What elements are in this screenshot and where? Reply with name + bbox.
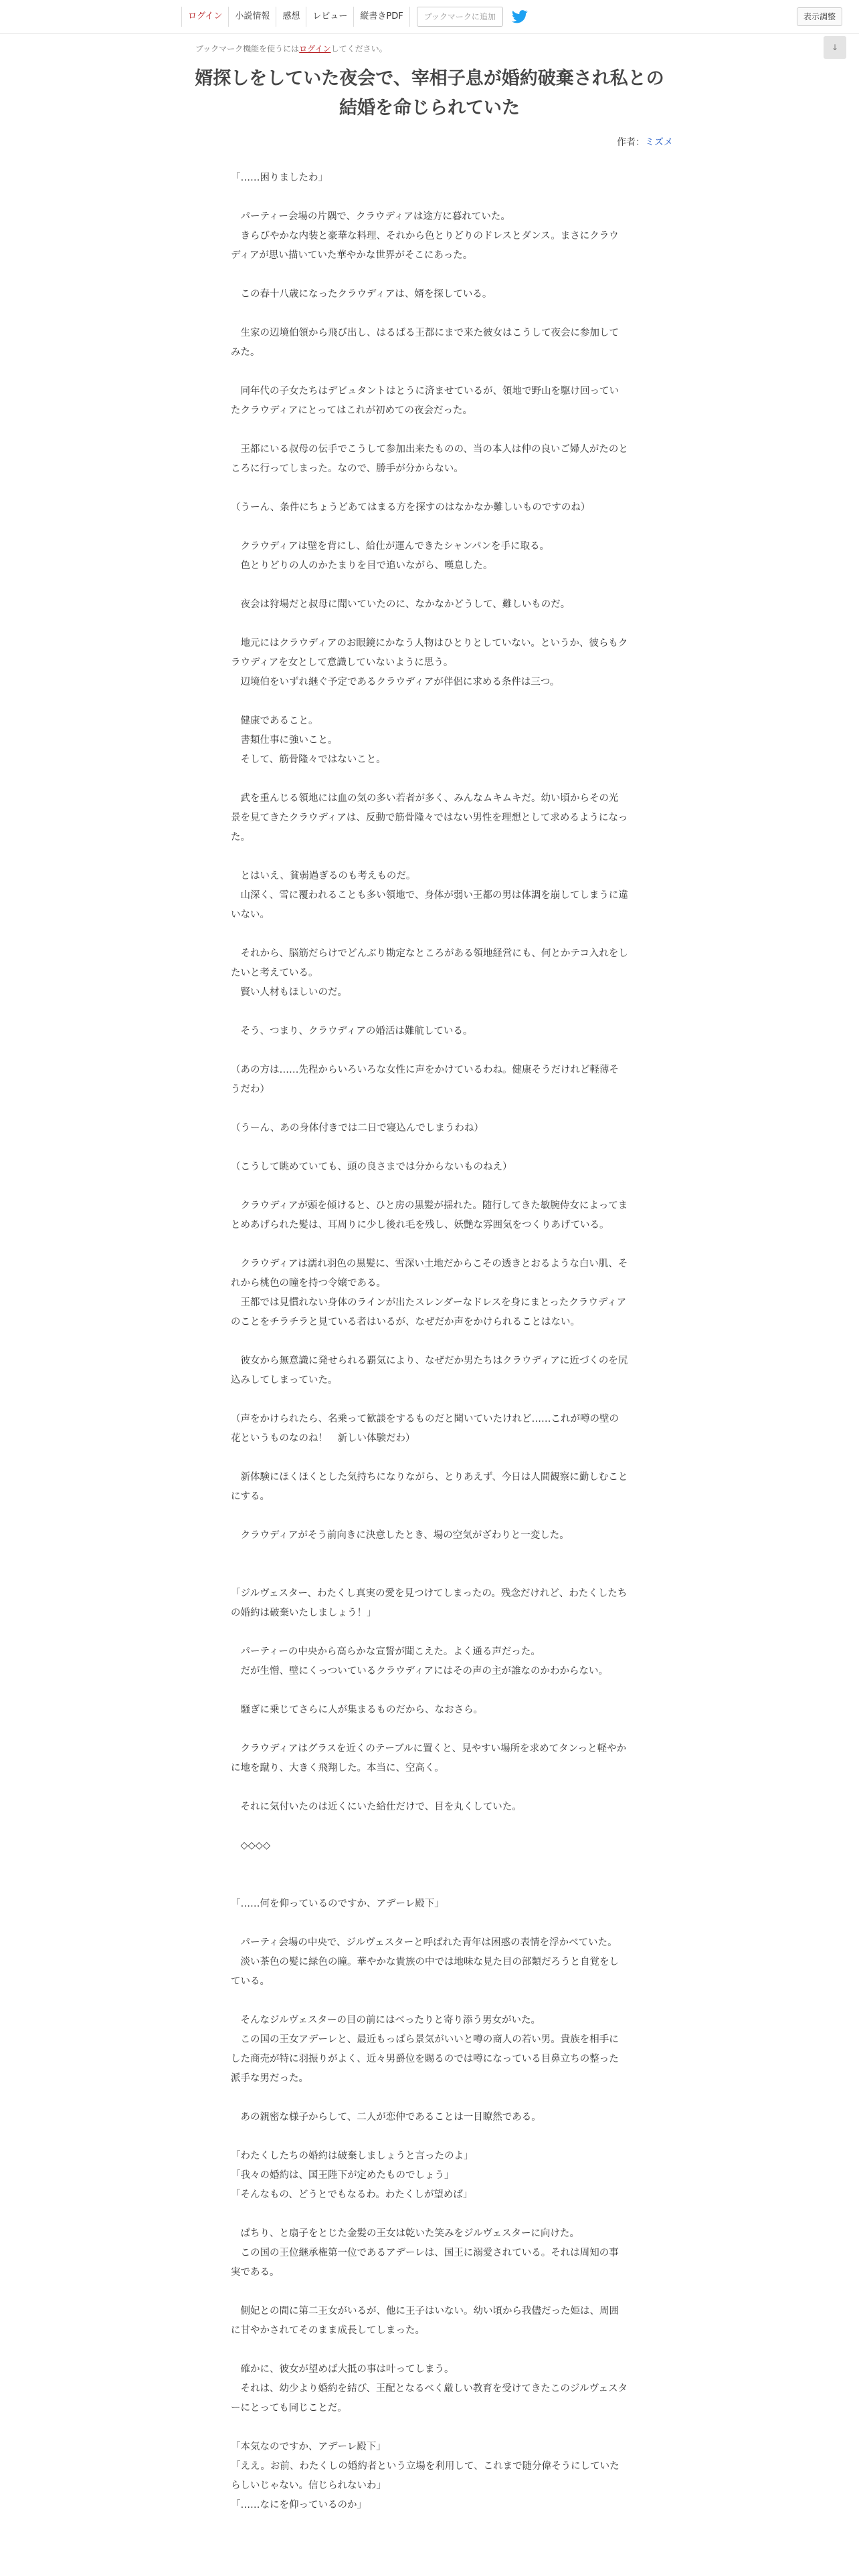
body-paragraph: 「ジルヴェスター、わたくし真実の愛を見つけてしまったの。残念だけれど、わたくしたちの婚約は破棄いたしましょう！」 [231,1588,628,1618]
vertical-pdf-link[interactable]: 縦書きPDF [353,7,409,27]
notice-prefix: ブックマーク機能を使うには [195,44,300,53]
arrow-down-icon: ↓ [831,43,839,52]
body-paragraph [231,1914,628,1933]
body-paragraph: きらびやかな内装と豪華な料理、それから色とりどりのドレスとダンス。まさにクラウディアが思い描いていた華やかな世界がそこにあった。 [231,231,619,261]
body-paragraph [231,1507,628,1526]
body-paragraph [231,1177,628,1196]
body-paragraph: 色とりどりの人のかたまりを目で追いながら、嘆息した。 [231,560,493,571]
body-paragraph [231,362,628,382]
body-paragraph [231,2088,628,2108]
body-paragraph [231,1002,628,1022]
body-paragraph [231,421,628,440]
body-paragraph [231,615,628,634]
body-paragraph: 健康であること。 [231,716,318,726]
body-paragraph: 地元にはクラウディアのお眼鏡にかなう人物はひとりとしていない。というか、彼らもクラウディアを女として意識していないように思う。 [231,638,628,668]
body-paragraph [231,2205,628,2224]
body-paragraph [231,1235,628,1255]
body-paragraph [231,2341,628,2360]
body-paragraph [231,479,628,498]
body-paragraph: 王都にいる叔母の伝手でこうして参加出来たものの、当の本人は仲の良いご婦人がたのところに行ってしまった。なので、勝手が分からない。 [231,444,628,474]
body-paragraph: パーティーの中央から高らかな宣誓が聞こえた。よく通る声だった。 [231,1646,541,1657]
body-paragraph: そう、つまり、クラウディアの婚活は難航している。 [231,1026,473,1037]
body-paragraph: クラウディアはグラスを近くのテーブルに置くと、見やすい場所を求めてタンっと軽やかに地を蹴り、大きく飛翔した。本当に、空高く。 [231,1743,627,1774]
body-paragraph: 書類仕事に強いこと。 [231,735,338,746]
body-paragraph: クラウディアは壁を背にし、給仕が運んできたシャンパンを手に取る。 [231,541,550,552]
body-paragraph [231,1390,628,1410]
author-line [468,135,673,148]
body-paragraph [231,576,628,595]
body-paragraph: ◇◇◇◇ [231,1840,271,1851]
body-paragraph: 生家の辺境伯領から飛び出し、はるばる王都にまで来た彼女はこうして夜会に参加してみた。 [231,328,619,358]
twitter-bird-icon [512,10,528,23]
body-paragraph: 側妃との間に第二王女がいるが、他に王子はいない。幼い頃から我儘だった姫は、周囲に甘やかされてそのまま成長してしまった。 [231,2306,619,2336]
body-paragraph [231,925,628,944]
novel-title: 婿探しをしていた夜会で、宰相子息が婚約破棄され私との結婚を命じられていた [195,68,664,118]
body-paragraph: この国の王女アデーレと、最近もっぱら景気がいいと噂の商人の若い男。貴族を相手にした商売が特に羽振りがよく、近々男爵位を賜るのでは噂になっている目鼻立ちの整った派手な男だった。 [231,2034,619,2084]
body-paragraph [231,1332,628,1352]
body-paragraph: （あの方は……先程からいろいろな女性に声をかけているわね。健康そうだけれど軽薄そうだわ） [231,1065,619,1095]
body-paragraph: パーティー会場の片隅で、クラウディアは途方に暮れていた。 [231,211,510,222]
body-paragraph: 淡い茶色の髪に緑色の瞳。華やかな貴族の中では地味な見た目の部類だろうと自覚をしている。 [231,1957,619,1987]
body-paragraph: そして、筋骨隆々ではないこと。 [231,754,386,765]
body-paragraph: 「わたくしたちの婚約は破棄しましょうと言ったのよ」 [231,2151,474,2161]
body-paragraph: だが生憎、壁にくっついているクラウディアにはその声の主が誰なのかわからない。 [231,1666,609,1677]
body-paragraph [231,2127,628,2147]
author-link[interactable]: ミズメ [645,137,673,148]
top-navigation-bar [0,0,859,34]
body-paragraph: 王都では見慣れない身体のラインが出たスレンダーなドレスを身にまとったクラウディアのことをチラチラと見ている者はいるが、なぜだか声をかけられることはない。 [231,1297,627,1327]
body-paragraph: クラウディアがそう前向きに決意したとき、場の空気がざわりと一変した。 [231,1530,569,1541]
body-paragraph [231,1138,628,1158]
body-paragraph [231,1448,628,1468]
add-bookmark-button[interactable]: ブックマークに追加 [417,7,503,27]
novel-body-text [231,169,628,2515]
body-paragraph: 彼女から無意識に発せられる覇気により、なぜだか男たちはクラウディアに近づくのを尻込みしてしまっていた。 [231,1356,628,1386]
body-paragraph: そんなジルヴェスターの目の前にはべったりと寄り添う男女がいた。 [231,2015,541,2026]
body-paragraph: それから、脳筋だらけでどんぶり勘定なところがある領地経営にも、何とかテコ入れをしたいと考えている。 [231,948,628,978]
display-settings-button[interactable]: 表示調整 [797,7,842,26]
impressions-link[interactable]: 感想 [276,7,306,27]
body-paragraph [231,1099,628,1119]
body-paragraph: クラウディアが頭を傾けると、ひと房の黒髪が揺れた。随行してきた敏腕侍女によってまとめあげられた髪は、耳周りに少し後れ毛を残し、妖艶な雰囲気をつくりあげている。 [231,1200,628,1230]
body-paragraph: （うーん、あの身体付きでは二日で寝込んでしまうわね） [231,1123,484,1134]
body-paragraph: とはいえ、貧弱過ぎるのも考えものだ。 [231,871,416,881]
body-paragraph: この国の王位継承権第一位であるアデーレは、国王に溺愛されている。それは周知の事実である。 [231,2248,619,2278]
body-paragraph: 同年代の子女たちはデビュタントはとうに済ませているが、領地で野山を駆け回っていたクラウディアにとってはこれが初めての夜会だった。 [231,386,619,416]
body-paragraph: （こうして眺めていても、頭の良さまでは分からないものねえ） [231,1162,512,1172]
body-paragraph: クラウディアは濡れ羽色の黒髪に、雪深い土地だからこその透きとおるような白い肌、それから桃色の瞳を持つ令嬢である。 [231,1259,628,1289]
body-paragraph: 「……困りましたわ」 [231,173,328,183]
login-link[interactable]: ログイン [181,7,228,27]
body-paragraph [231,2418,628,2438]
body-paragraph: ぱちり、と扇子をとじた金髪の王女は乾いた笑みをジルヴェスターに向けた。 [231,2228,580,2239]
body-paragraph: 賢い人材もほしいのだ。 [231,987,347,998]
body-paragraph: 「ええ。お前、わたくしの婚約者という立場を利用して、これまで随分偉そうにしていたらしいじゃない。信じられないわ」 [231,2461,619,2491]
notice-suffix: してください。 [330,44,387,53]
body-paragraph [231,188,628,207]
body-paragraph [231,304,628,324]
body-paragraph: 「我々の婚約は、国王陛下が定めたものでしょう」 [231,2170,454,2181]
review-link[interactable]: レビュー [306,7,353,27]
body-paragraph [231,1720,628,1739]
body-paragraph [231,1545,628,1565]
body-paragraph [231,1817,628,1836]
body-paragraph: 辺境伯をいずれ継ぐ予定であるクラウディアが伴侶に求める条件は三つ。 [231,677,560,687]
novel-info-link[interactable]: 小説情報 [228,7,276,27]
body-paragraph [231,518,628,537]
body-paragraph: 騒ぎに乗じてさらに人が集まるものだから、なおさら。 [231,1705,483,1715]
notice-login-link[interactable]: ログイン [299,44,331,53]
body-paragraph [231,1856,628,1875]
body-paragraph: あの親密な様子からして、二人が恋仲であることは一目瞭然である。 [231,2112,541,2123]
body-paragraph: パーティ会場の中央で、ジルヴェスターと呼ばれた青年は困惑の表情を浮かべていた。 [231,1937,617,1948]
body-paragraph: この春十八歳になったクラウディアは、婿を探している。 [231,289,492,300]
body-paragraph: 武を重んじる領地には血の気の多い若者が多く、みんなムキムキだ。幼い頃からその光景を見てきたクラウディアは、反動で筋骨隆々ではない男性を理想として求めるようになった。 [231,793,628,843]
body-paragraph: （うーん、条件にちょうどあてはまる方を探すのはなかなか難しいものですのね） [231,502,591,513]
twitter-share-button[interactable] [511,8,529,25]
body-paragraph [231,265,628,285]
author-label: 作者： [617,137,645,148]
body-paragraph [231,1992,628,2011]
body-paragraph: （声をかけられたら、名乗って歓談をするものだと聞いていたけれど……これが噂の壁の花というものなのね！ 新しい体験だわ） [231,1414,619,1444]
header-menu [181,6,529,27]
body-paragraph [231,847,628,867]
body-paragraph [231,1681,628,1701]
body-paragraph: 夜会は狩場だと叔母に聞いていたのに、なかなかどうして、難しいものだ。 [231,599,571,610]
body-paragraph: 確かに、彼女が望めば大抵の事は叶ってしまう。 [231,2364,454,2375]
body-paragraph: 「本気なのですか、アデーレ殿下」 [231,2442,386,2452]
body-paragraph: それに気付いたのは近くにいた給仕だけで、目を丸くしていた。 [231,1802,522,1812]
body-paragraph: 「そんなもの、どうとでもなるわ。わたくしが望めば」 [231,2189,473,2200]
body-paragraph [231,1623,628,1642]
bookmark-login-notice [195,43,387,54]
body-paragraph: 「……なにを仰っているのか」 [231,2500,367,2510]
body-paragraph [231,1778,628,1798]
body-paragraph [231,770,628,789]
body-paragraph [231,2282,628,2302]
body-paragraph: 新体験にほくほくとした気持ちになりながら、とりあえず、今日は人間観察に勤しむことにする。 [231,1472,628,1502]
body-paragraph [231,1565,628,1584]
body-paragraph [231,692,628,712]
body-paragraph: 山深く、雪に覆われることも多い領地で、身体が弱い王都の男は体調を崩してしまうに違いない。 [231,890,628,920]
scroll-down-button[interactable] [824,36,846,59]
body-paragraph [231,1041,628,1061]
body-paragraph: 「……何を仰っているのですか、アデーレ殿下」 [231,1899,444,1909]
body-paragraph: それは、幼少より婚約を結び、王配となるべく厳しい教育を受けてきたこのジルヴェスターにとっても同じことだ。 [231,2383,628,2413]
body-paragraph [231,1875,628,1895]
